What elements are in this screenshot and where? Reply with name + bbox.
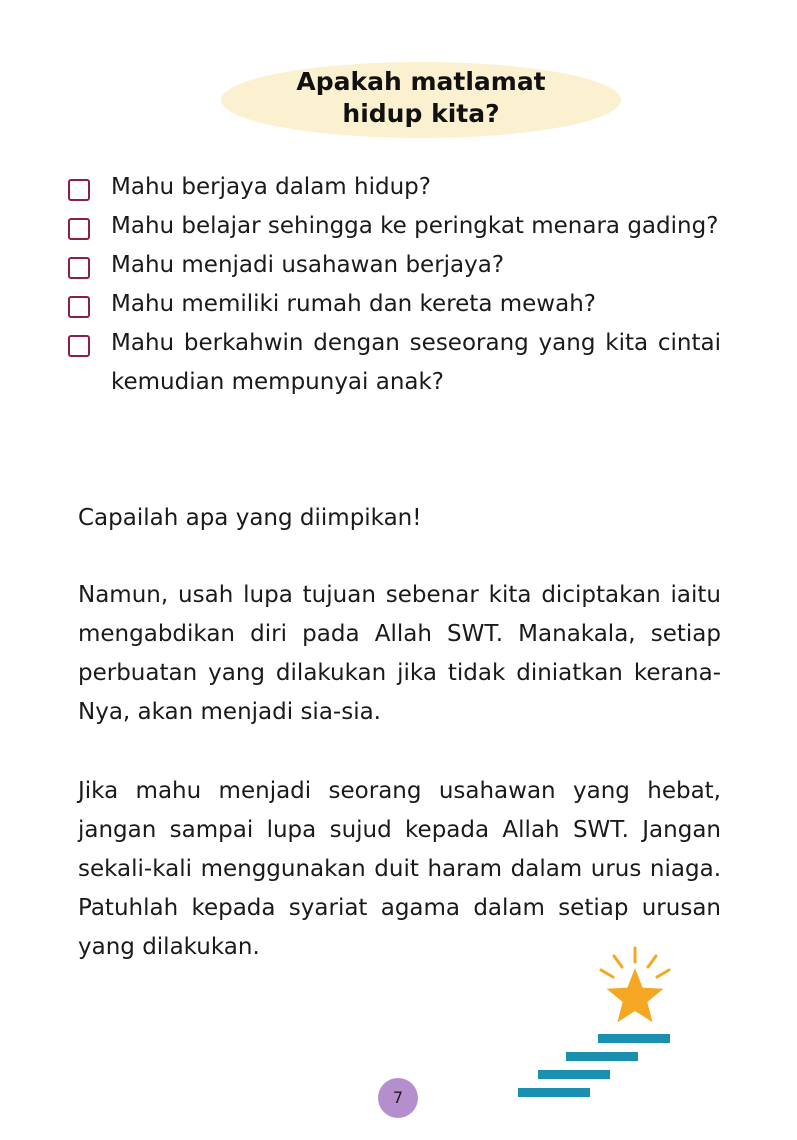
- checklist-item: [66, 285, 721, 324]
- page-title: [221, 66, 621, 130]
- paragraph-purpose: Namun, usah lupa tujuan sebenar kita diciptakan iaitu mengabdikan diri pada Allah SWT. Manakala, setiap perbuatan yang dilakukan jika tidak diniatkan kerana-Nya, akan menjadi sia-sia.: [78, 582, 721, 725]
- paragraph-aspiration: Capailah apa yang diimpikan!: [78, 505, 422, 531]
- checkbox-icon[interactable]: [68, 218, 90, 240]
- checkbox-icon[interactable]: [68, 257, 90, 279]
- checkbox-icon[interactable]: [68, 335, 90, 357]
- checklist-item: [66, 246, 721, 285]
- checklist-item: [66, 324, 721, 402]
- checklist-item-text: Mahu belajar sehingga ke peringkat menara gading?: [111, 213, 719, 239]
- page-number-badge: 7: [378, 1078, 418, 1118]
- checklist-item-text: Mahu berjaya dalam hidup?: [111, 174, 431, 200]
- title-line-1: Apakah matlamat: [296, 67, 546, 96]
- checklist-item-text: Mahu memiliki rumah dan kereta mewah?: [111, 291, 596, 317]
- checklist-item: [66, 207, 721, 246]
- stairs-icon: [518, 1034, 670, 1097]
- checklist-item-text: Mahu menjadi usahawan berjaya?: [111, 252, 505, 278]
- star-icon: [607, 968, 664, 1022]
- paragraph-entrepreneur: Jika mahu menjadi seorang usahawan yang hebat, jangan sampai lupa sujud kepada Allah SWT. Jangan sekali-kali menggunakan duit haram dalam urus niaga. Patuhlah kepada syariat agama dalam setiap urusan yang dilakukan.: [78, 778, 721, 960]
- checklist-item-text: Mahu berkahwin dengan seseorang yang kita cintai kemudian mempunyai anak?: [111, 330, 721, 395]
- checkbox-icon[interactable]: [68, 296, 90, 318]
- checklist-item: [66, 168, 721, 207]
- star-on-stairs-icon: [510, 942, 680, 1102]
- goal-checklist: [66, 168, 721, 402]
- title-line-2: hidup kita?: [342, 99, 500, 128]
- checkbox-icon[interactable]: [68, 179, 90, 201]
